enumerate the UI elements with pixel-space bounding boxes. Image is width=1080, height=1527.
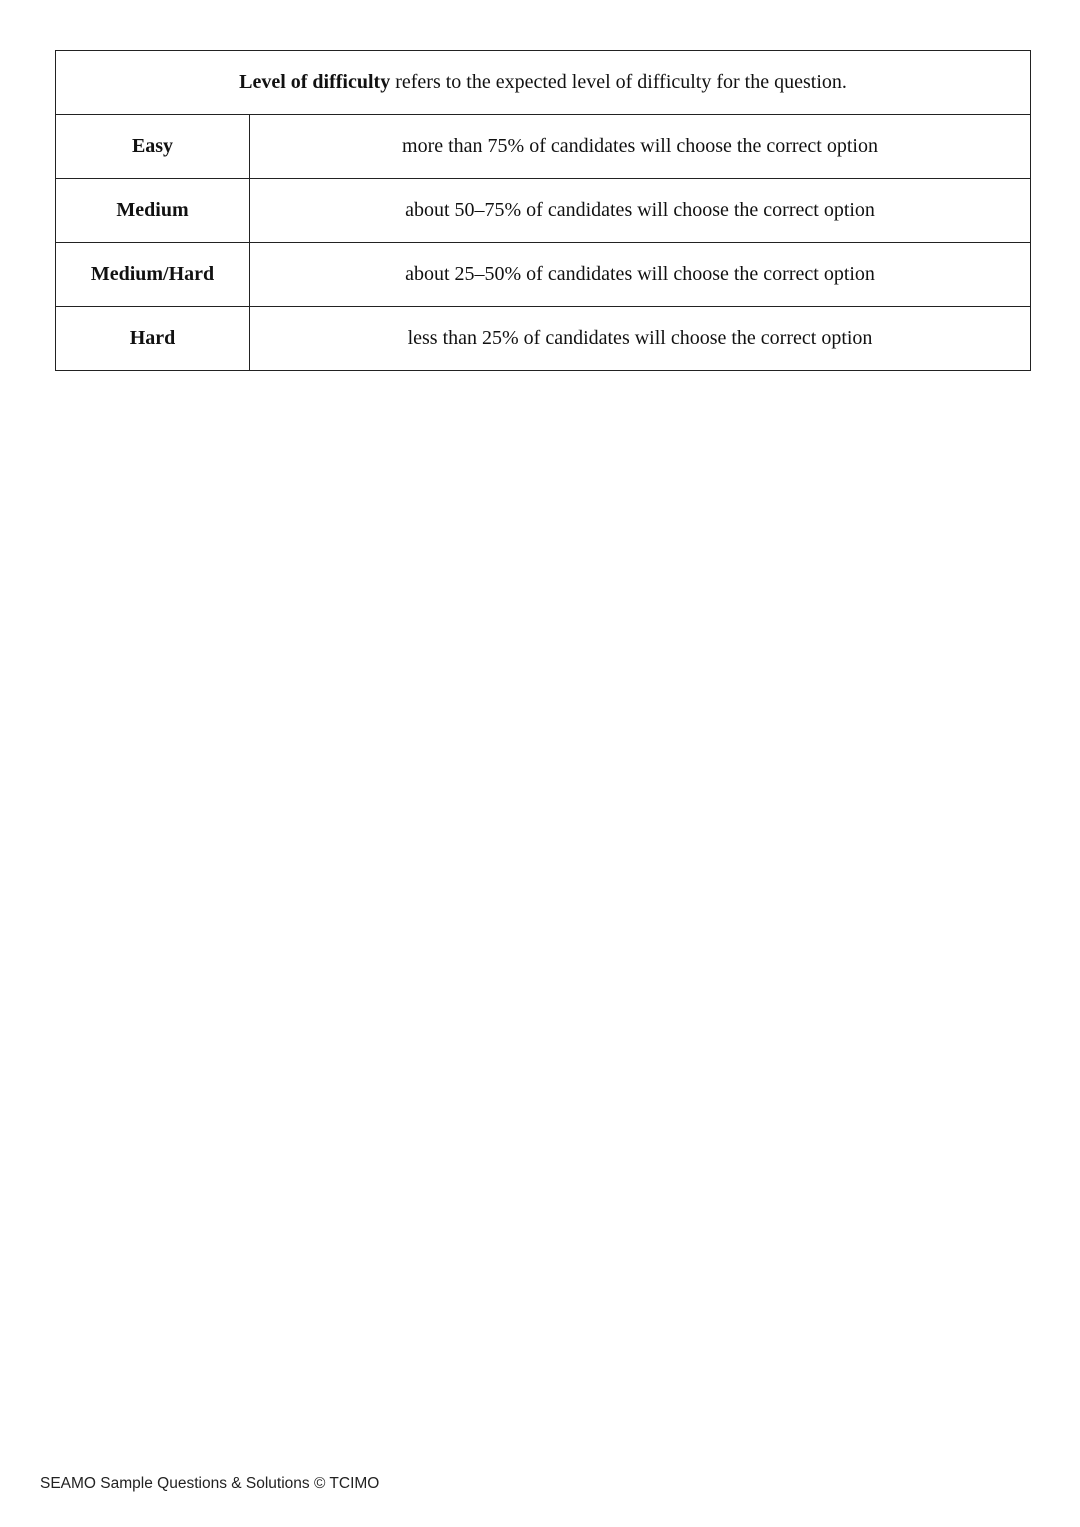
level-name: Medium [56,179,250,243]
level-description: less than 25% of candidates will choose the correct option [250,307,1031,371]
level-description: more than 75% of candidates will choose the correct option [250,115,1031,179]
table-row [56,115,1031,179]
level-description: about 25–50% of candidates will choose the correct option [250,243,1031,307]
table-row [56,307,1031,371]
table-header-row [56,51,1031,115]
level-name: Hard [56,307,250,371]
header-definition: refers to the expected level of difficulty for the question. [390,71,847,93]
level-name: Easy [56,115,250,179]
level-name: Medium/Hard [56,243,250,307]
header-term: Level of difficulty [239,71,391,93]
table-row [56,243,1031,307]
table-row [56,179,1031,243]
table-header-cell [56,51,1031,115]
difficulty-table [55,50,1031,371]
level-description: about 50–75% of candidates will choose the correct option [250,179,1031,243]
page-footer: SEAMO Sample Questions & Solutions © TCIMO [40,1475,380,1492]
